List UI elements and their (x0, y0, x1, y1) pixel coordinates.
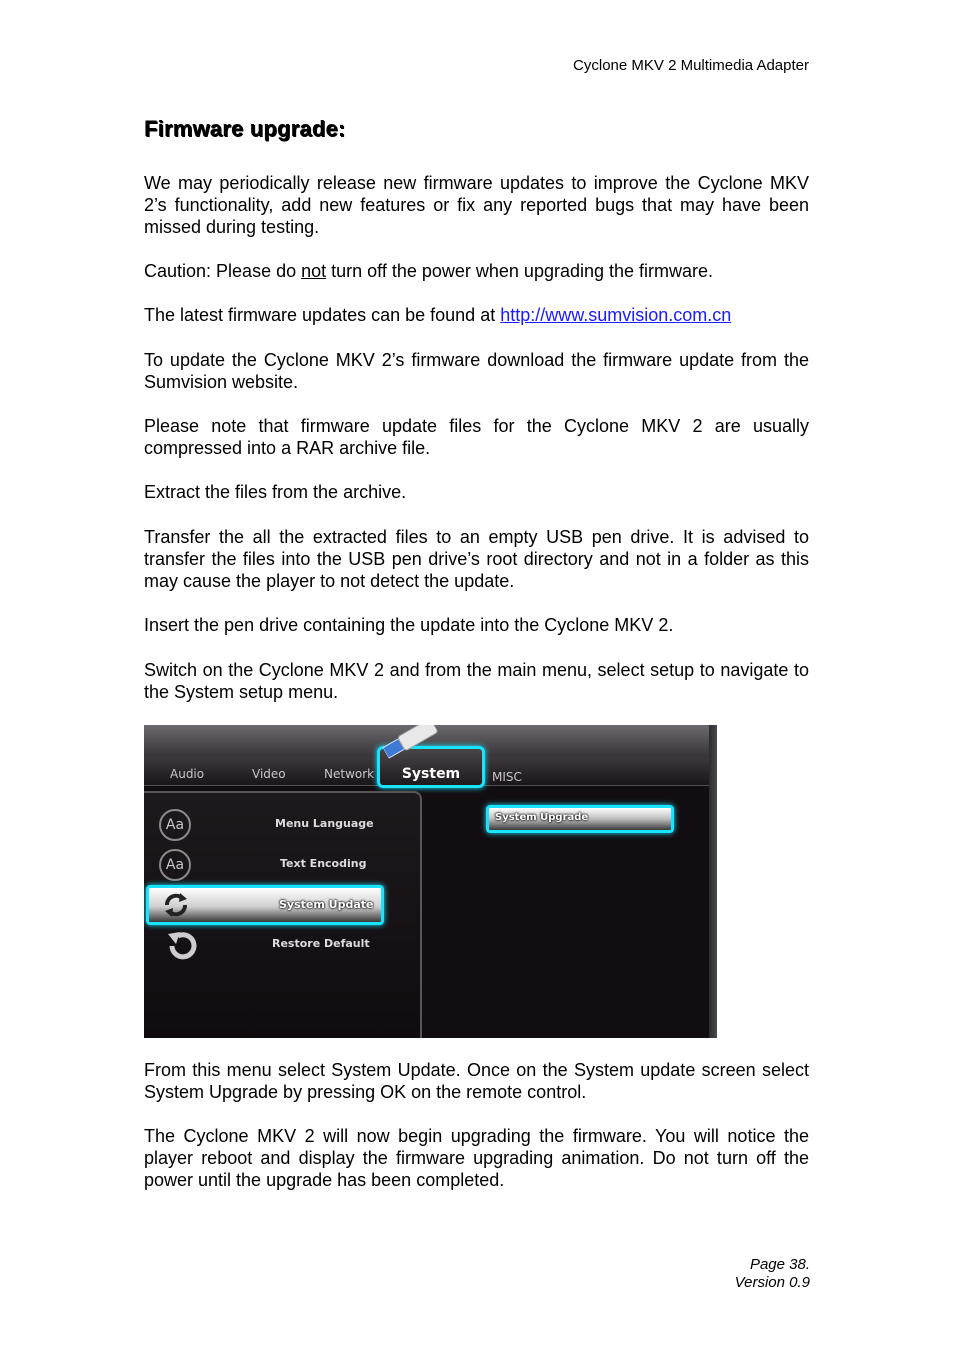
caution-text-start: Caution: Please do (144, 261, 302, 281)
paragraph-latest (144, 304, 809, 326)
font-aa-icon: Aa (159, 809, 191, 841)
paragraph-switch-on: Switch on the Cyclone MKV 2 and from the main menu, select setup to navigate to the System setup menu. (144, 660, 809, 702)
document-header: Cyclone MKV 2 Multimedia Adapter (573, 57, 809, 74)
paragraph-select-update: From this menu select System Update. Once on the System update screen select System Upgrade by pressing OK on the remote control. (144, 1060, 809, 1102)
screenshot-right-edge (709, 725, 717, 1038)
page-number: Page 38. (749, 1256, 810, 1273)
restore-arrow-icon (164, 930, 200, 962)
paragraph-intro: We may periodically release new firmware updates to improve the Cyclone MKV 2’s functionality, add new features or fix any reported bugs that may have been missed during testing. (144, 173, 809, 237)
tab-system: System (377, 746, 485, 788)
latest-text: The latest firmware updates can be found at (144, 305, 501, 325)
tab-video: Video (252, 767, 286, 781)
tab-misc: MISC (492, 770, 522, 784)
paragraph-caution (144, 260, 809, 282)
menu-item-restore-default: Restore Default (272, 937, 370, 950)
tab-audio: Audio (170, 767, 205, 781)
system-menu-screenshot (144, 725, 717, 1038)
system-upgrade-label: System Upgrade (495, 812, 589, 823)
section-heading: Firmware upgrade: (144, 116, 346, 141)
paragraph-rar: Please note that firmware update files for the Cyclone MKV 2 are usually compressed into a RAR archive file. (144, 416, 809, 458)
system-upgrade-button (486, 805, 674, 833)
caution-not-underlined: not (301, 261, 327, 281)
page-footer (735, 1256, 810, 1292)
paragraph-insert: Insert the pen drive containing the update into the Cyclone MKV 2. (144, 615, 674, 635)
caution-text-end: turn off the power when upgrading the firmware. (326, 261, 714, 281)
refresh-icon (163, 893, 189, 917)
menu-item-menu-language: Menu Language (275, 817, 374, 830)
paragraph-transfer: Transfer the all the extracted files to an empty USB pen drive. It is advised to transfer the files into the USB pen drive’s root directory and not in a folder as this may cause the player to not detect the update. (144, 527, 809, 591)
menu-item-text-encoding: Text Encoding (280, 857, 367, 870)
document-version: Version 0.9 (734, 1274, 810, 1291)
tab-network: Network (324, 767, 375, 781)
font-aa-icon: Aa (159, 849, 191, 881)
paragraph-upgrading: The Cyclone MKV 2 will now begin upgrading the firmware. You will notice the player reboot and display the firmware upgrading animation. Do not turn off the power until the upgrade has been completed. (144, 1126, 809, 1190)
sumvision-link[interactable]: http://www.sumvision.com.cn (500, 305, 732, 325)
paragraph-extract: Extract the files from the archive. (144, 482, 407, 502)
menu-item-system-update-selected (146, 885, 384, 925)
menu-item-label: System Update (279, 898, 374, 911)
paragraph-download: To update the Cyclone MKV 2’s firmware download the firmware update from the Sumvision website. (144, 350, 809, 392)
